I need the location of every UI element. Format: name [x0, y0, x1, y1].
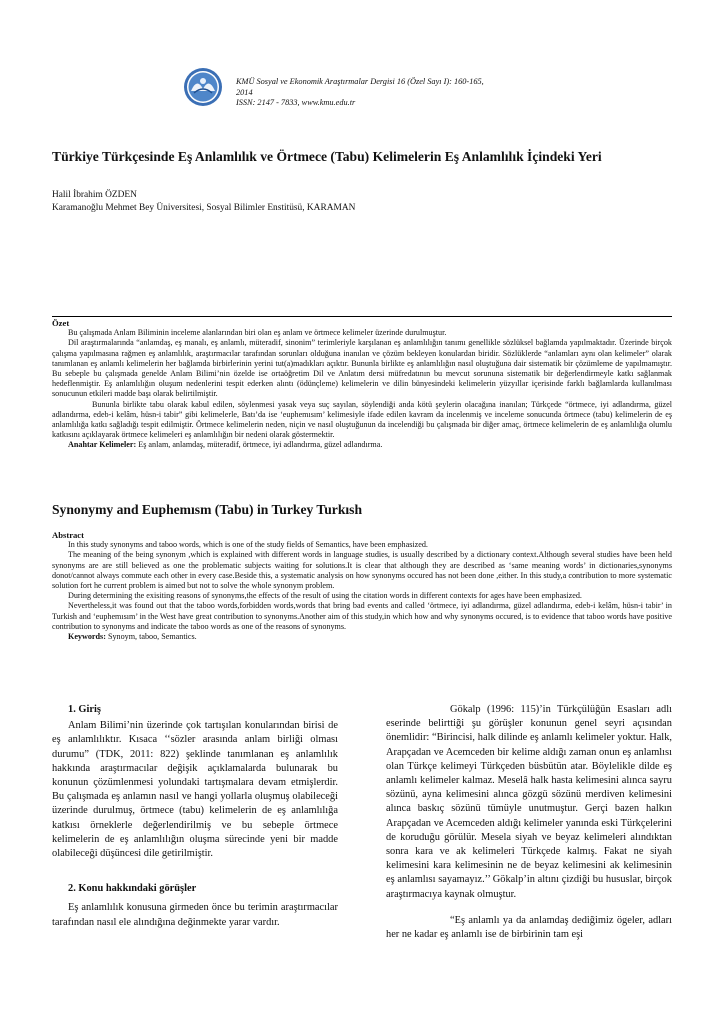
english-abstract — [52, 530, 672, 642]
section-heading-views: 2. Konu hakkındaki görüşler — [68, 883, 197, 895]
body-paragraph: Eş anlamlılık konusuna girmeden önce bu terimin araştırmacılar tarafından nasıl ele alındığına değinmekte yarar vardır. — [52, 902, 338, 928]
paper-title: Türkiye Türkçesinde Eş Anlamlılık ve Örtmece (Tabu) Kelimelerin Eş Anlamlılık İçindeki Yeri — [52, 149, 602, 164]
keywords-list: Synoym, taboo, Semantics. — [105, 632, 197, 642]
abstract-paragraph: The meaning of the being synonym ,which is explained with different words in language studies, is usually described by a dictionary context.Although several studies have been held synonyms are are still believed as one the problematic subjects waiting for solutions.It is clear that although they are described as ‘same meaning words’ in dictionaries,synonyms donot/cannot always commute each other in every case.Beside this, a systematic analysis on how synonyms occured has not been done ,either. In this study,a contribution to more systematic solution fort he current problem is aimed but not to solve the whole synonym problem. — [52, 550, 672, 591]
author-name: Halil İbrahim ÖZDEN — [52, 190, 137, 200]
author-affiliation: Karamanoğlu Mehmet Bey Üniversitesi, Sosyal Bilimler Enstitüsü, KARAMAN — [52, 203, 356, 213]
english-title: Synonymy and Euphemısm (Tabu) in Turkey Turkısh — [52, 502, 363, 517]
abstract-paragraph: Nevertheless,it was found out that the taboo words,forbidden words,words that bring bad events and called ‘örtmece, iyi adlandırma, güzel adlandırma, edeb-i kelâm, hüsn-i tabir’ in Turkish and ‘euphemısım’ in the West have great contribution to synonyms.Another aim of this study,in which how and why synonyms occured, is to evidence that taboo words have positive contribution to synonyms and indicate the taboo words as one of the reasons of synonyms. — [52, 601, 672, 631]
abstract-paragraph: Bu çalışmada Anlam Biliminin inceleme alanlarından biri olan eş anlam ve örtmece kelimeler üzerinde durulmuştur. — [68, 328, 447, 338]
keywords-label: Anahtar Kelimeler: — [68, 440, 137, 450]
abstract-keywords — [52, 632, 672, 642]
journal-info — [236, 77, 556, 109]
abstract-paragraph: In this study synonyms and taboo words, which is one of the study fields of Semantics, have been emphasized. — [68, 540, 428, 550]
abstract-keywords — [52, 440, 672, 450]
left-column — [52, 703, 338, 930]
keywords-list: Eş anlam, anlamdaş, müteradif, örtmece, iyi adlandırma, güzel adlandırma. — [136, 440, 383, 450]
abstract-paragraph: During determining the exisiting reasons of synonyms,the effects of the result of using the citation words in different contexts for ages have been emphasized. — [68, 591, 582, 601]
section-heading-intro: 1. Giriş — [68, 704, 101, 715]
turkish-abstract — [52, 318, 672, 451]
journal-citation: KMÜ Sosyal ve Ekonomik Araştırmalar Dergisi 16 (Özel Sayı I): 160-165, — [236, 77, 484, 86]
journal-issn: ISSN: 2147 - 7833, www.kmu.edu.tr — [236, 98, 356, 107]
abstract-paragraph: Bununla birlikte tabu olarak kabul edilen, söylenmesi yasak veya suç sayılan, söylendiği anda kötü şeylerin olacağına inanılan; Türkçede “örtmece, iyi adlandırma, güzel adlandırma, edeb-i kelâm, hüsn-i tabir” gibi kelimelerle, Batı’da ise ‘euphemısım’ kelimesiyle ifade edilen kavram da incelenmiş ve inceleme sonucunda örtmece (tabu) kelimelerin de eş anlamlılığa katkı sağladığı tespit edilmiştir. Örtmece kelimelerin neden, niçin ve nasıl oluştuğunun da incelendiği bu çalışmada bir diğer amaç, örtmece kelimelerin de eş anlamlılığa olumlu katkısını açıklayarak örtmece kelimeleri eş anlamlılığın bir nedeni olarak göstermektir. — [52, 399, 672, 440]
body-paragraph: Anlam Bilimi’nin üzerinde çok tartışılan konularından birisi de eş anlamlılıktır. Kısaca ‘‘sözler arasında anlam birliği olması durumu” (TDK, 2011: 822) şeklinde tanımlanan eş anlamlılık hakkında araştırmacılar değişik açıklamalarda bulunarak bu konunun çözümlenmesi yolundaki tartışmalara devam etmişlerdir. Bu çalışmada eş anlamın nasıl ve hangi yollarla oluşmuş olabileceği üzerinde durulmuş, örtmece (tabu) kelimelerin de eş anlamlılığa katkısı örneklerle değerlendirilmiş ve bu sebeple örtmece kelimelerin de eş anlamlılığın oluşma sürecinde yeni bir madde olabileceği düşüncesi dile getirilmiştir. — [52, 720, 338, 860]
journal-year: 2014 — [236, 87, 253, 97]
section-divider — [52, 316, 672, 317]
right-column — [386, 703, 672, 942]
abstract-paragraph: Dil araştırmalarında “anlamdaş, eş manalı, eş anlamlı, müteradif, sinonim” terimleriyle karşılanan eş anlamlılığın tanımı genellikle sözlüksel bağlamda yapılmaktadır. Üzerinde birçok çalışma yapılmasına rağmen eş anlamlılık, araştırmacılar tarafından sorunları olduğuna inanılan ve çözüm bekleyen konulardan biridir. Sözlüklerde “anlamları aynı olan kelimeler” olarak tanımlanan eş anlamlı kelimelerin her bağlamda birbirlerinin yerini tut(a)madıkları açıktır. Bununla birlikte eş anlamlılığın nasıl oluştuğuna dair sistematik bir çözümleme de yapılmamıştır. Bu sebeple bu çalışmada genelde Anlam Bilimi’nin özelde ise ortaöğretim Dil ve Anlatım dersi müfredatının bu mevcut sorununa sistematik bir değerlendirmeyle katkı sağlanmak hedeflenmiştir. Eş anlamlılığın oluşum nedenlerini tespit ederken alıntı (ödünçleme) kelimelerin ve dilin bünyesindeki kelimelerin yüzyıllar içerisinde farklı bağlamlarda kullanılması sonucunun etkileri madde başı olarak belirtilmiştir. — [52, 338, 672, 399]
keywords-label: Keywords: — [68, 632, 106, 642]
abstract-heading: Özet — [52, 318, 70, 328]
abstract-heading: Abstract — [52, 530, 84, 540]
university-logo-icon — [183, 67, 223, 107]
body-paragraph: “Eş anlamlı ya da anlamdaş dediğimiz ögeler, adları her ne kadar eş anlamlı ise de birbirinin tam eşi — [386, 914, 672, 941]
body-paragraph: Gökalp (1996: 115)’in Türkçülüğün Esasları adlı eserinde belirttiği şu görüşler konunun genel seyri açısından önemlidir: “Birincisi, halk dilinde eş anlamlı kelimeler yoktur. Halk, Arapçadan ve Acemceden bir kelime aldığı zaman onun eş anlamlısı olan Türkçe kelimeyi Türkçeden büsbütün atar. Böylelikle dilde eş anlamlı kelimeler kalmaz. Meselâ halk hasta kelimesini alınca sayru sözünü, ayna kelimesini alınca gözgü sözünü merdiven kelimesini alınca baskıç sözünü tümüyle unutmuştur. Gerçi bazen halkın Arapçadan ve Acemceden aldığı kelimeler yanında eski Türkçelerini de koruduğu görülür. Mesela siyah ve beyaz kelimeleri alındıktan sonra kara ve ak kelimeleri Türkçede kalmış. Fakat ne siyah kelimesini kara kelimesinin ne de beyaz kelimesini ak kelimesinin eş anlamlısı sayamayız.’’ Gökalp’in altını çizdiği bu hususlar, birçok araştırmacıya kaynak olmuştur. — [386, 704, 672, 900]
